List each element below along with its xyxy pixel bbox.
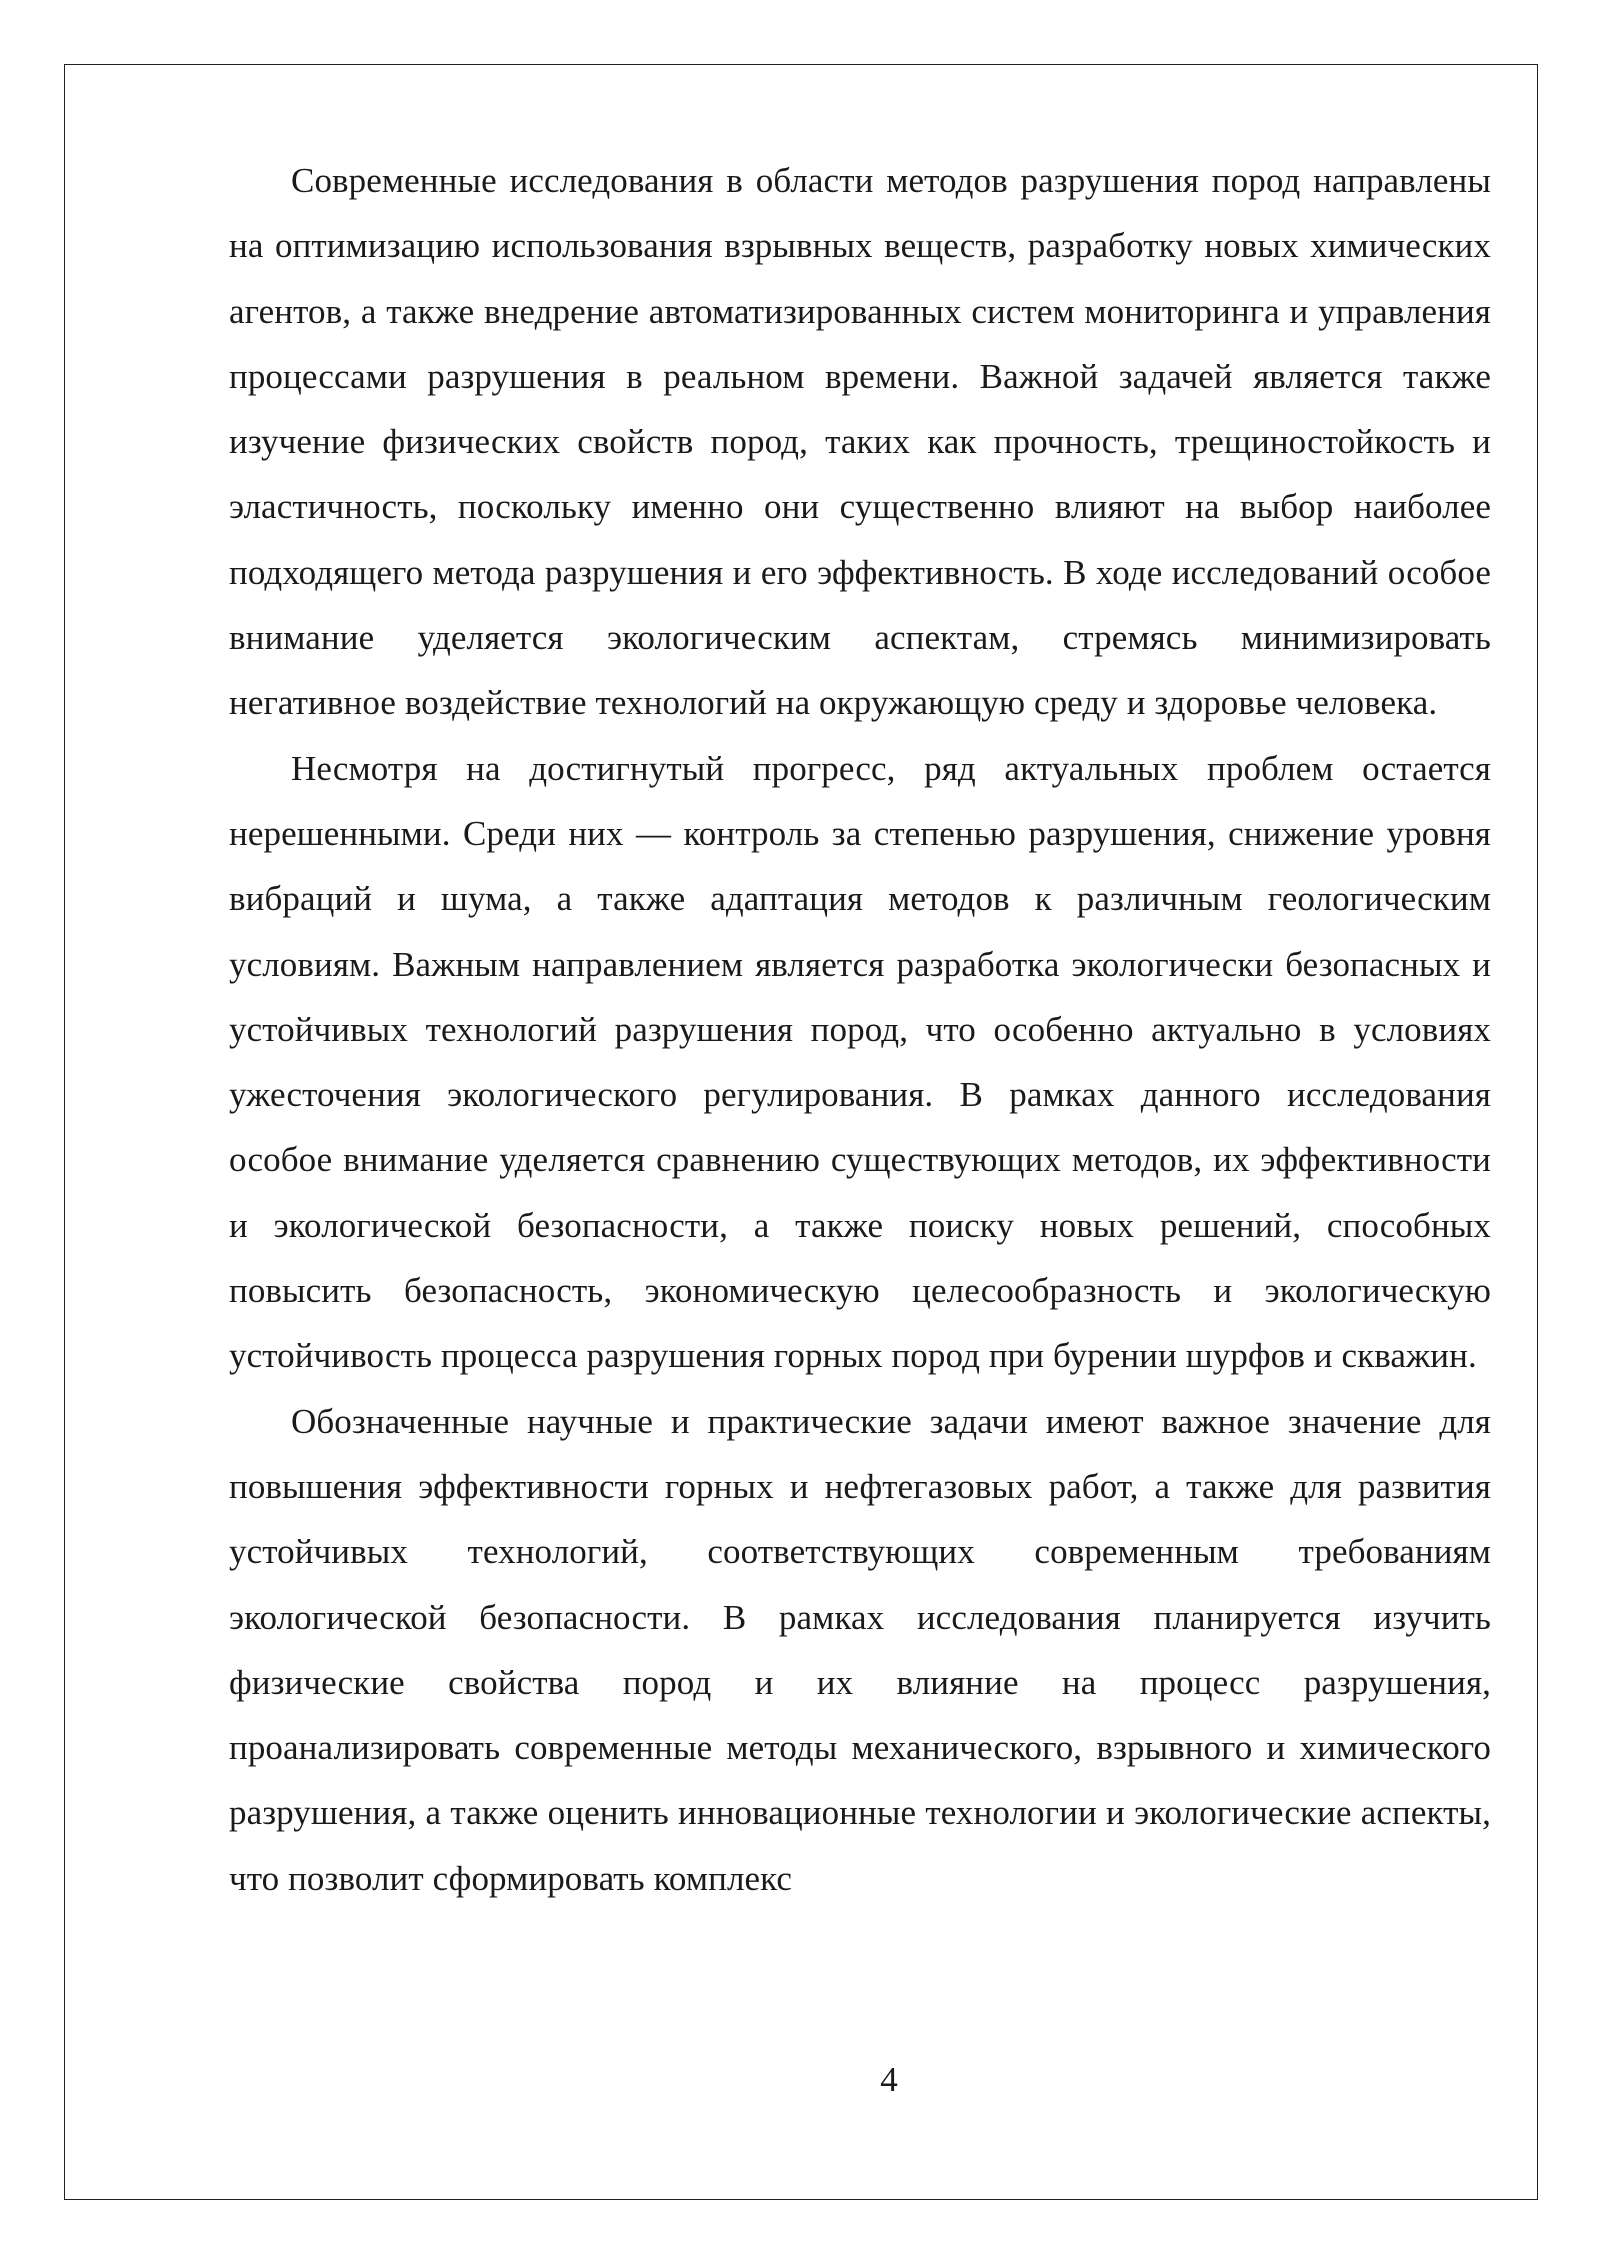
paragraph-1: Современные исследования в области методов разрушения пород направлены на оптимизацию использования взрывных веществ, разработку новых химических агентов, а также внедрение автоматизированных систем мониторинга и управления процессами разрушения в реальном времени. Важной задачей является также изучение физических свойств пород, таких как прочность, трещиностойкость и эластичность, поскольку именно они существенно влияют на выбор наиболее подходящего метода разрушения и его эффективность. В ходе исследований особое внимание уделяется экологическим аспектам, стремясь минимизировать негативное воздействие технологий на окружающую среду и здоровье человека. [229,161,1491,723]
page-number: 4 [880,2060,898,2099]
paragraph-2: Несмотря на достигнутый прогресс, ряд актуальных проблем остается нерешенными. Среди них — контроль за степенью разрушения, снижение уровня вибраций и шума, а также адаптация методов к различным геологическим условиям. Важным направлением является разработка экологически безопасных и устойчивых технологий разрушения пород, что особенно актуально в условиях ужесточения экологического регулирования. В рамках данного исследования особое внимание уделяется сравнению существующих методов, их эффективности и экологической безопасности, а также поиску новых решений, способных повысить безопасность, экономическую целесообразность и экологическую устойчивость процесса разрушения горных пород при бурении шурфов и скважин. [229,748,1491,1376]
document-body [229,148,1491,1911]
paragraph-3: Обозначенные научные и практические задачи имеют важное значение для повышения эффективности горных и нефтегазовых работ, а также для развития устойчивых технологий, соответствующих современным требованиям экологической безопасности. В рамках исследования планируется изучить физические свойства пород и их влияние на процесс разрушения, проанализировать современные методы механического, взрывного и химического разрушения, а также оценить инновационные технологии и экологические аспекты, что позволит сформировать комплекс [229,1401,1491,1898]
